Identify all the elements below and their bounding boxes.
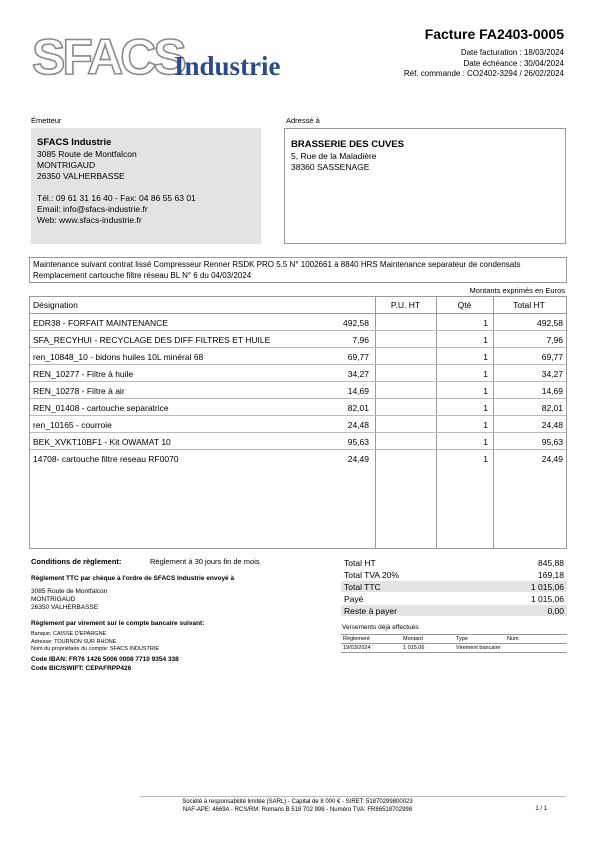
payment-date: 19/03/2024	[343, 645, 371, 651]
issuer-address-line: MONTRIGAUD	[37, 160, 96, 170]
payments-table	[341, 634, 567, 653]
payment-type: Virement bancaire	[456, 645, 501, 651]
table-row	[30, 433, 566, 450]
total-value: 1 015,06	[530, 581, 564, 592]
bic-code: Code BIC/SWIFT: CEPAFRPP426	[31, 664, 132, 672]
cell-total: 95,63	[541, 437, 563, 447]
issuer-address-line: 26350 VALHERBASSE	[37, 171, 125, 181]
cell-total: 34,27	[541, 369, 563, 379]
payment-row	[341, 644, 567, 653]
billing-date: Date facturation : 18/03/2024	[460, 48, 564, 57]
totals-block	[341, 557, 567, 617]
cell-unit-price: 492,58	[343, 318, 369, 328]
recipient-address-line: 38360 SASSENAGE	[291, 162, 370, 172]
header-unit-price: P.U. HT	[390, 300, 421, 310]
total-value: 1 015,06	[530, 593, 564, 604]
company-logo	[30, 30, 290, 85]
invoice-description: Maintenance suivant contrat lissé Compresseur Renner RSDK PRO 5.5 N° 1002661 à 8840 HRS Maintenance separateur de condensats Remplacement cartouche filtre réseau BL N° 6 du 04/03/2024	[29, 257, 567, 283]
payment-terms-label: Conditions de règlement:	[31, 557, 122, 566]
cell-total: 7,96	[546, 335, 563, 345]
header-designation: Désignation	[33, 300, 78, 310]
table-row	[30, 314, 566, 331]
cell-unit-price: 69,77	[347, 352, 369, 362]
recipient-name: BRASSERIE DES CUVES	[291, 139, 404, 150]
svg-text:Industrie: Industrie	[174, 51, 281, 81]
issuer-block	[31, 128, 261, 244]
footer-legal	[0, 798, 595, 814]
cell-unit-price: 24,49	[347, 454, 369, 464]
payments-header-num: Num	[507, 636, 519, 642]
issuer-name: SFACS Industrie	[37, 137, 112, 148]
cell-quantity: 1	[483, 352, 488, 362]
bank-codes	[31, 656, 179, 673]
cell-quantity: 1	[483, 369, 488, 379]
page-number: 1 / 1	[535, 806, 547, 812]
total-value: 0,00	[547, 605, 564, 616]
issuer-phone: Tél.: 09 61 31 16 40 - Fax: 04 86 55 63 01	[37, 193, 196, 203]
cell-total: 69,77	[541, 352, 563, 362]
issuer-label: Émetteur	[31, 116, 62, 125]
footer-line: Société à responsabilité limitée (SARL) - Capital de 8 000 € - SIRET: 51870299800023	[182, 799, 413, 805]
cell-unit-price: 7,96	[352, 335, 369, 345]
recipient-address-line: 5, Rue de la Maladière	[291, 151, 377, 161]
cell-designation: REN_10278 - Filtre à air	[33, 386, 125, 396]
payments-header-settlement: Règlement	[343, 636, 370, 642]
payment-terms-value: Règlement à 30 jours fin de mois	[150, 557, 260, 566]
transfer-instructions-title: Règlement par virement sur le compte bancaire suivant:	[31, 620, 205, 627]
total-label: Total HT	[344, 557, 376, 568]
total-value: 169,18	[538, 569, 564, 580]
cell-designation: ren_10848_10 - bidons huiles 10L minéral 68	[33, 352, 204, 362]
total-row	[341, 569, 567, 581]
total-row	[341, 605, 567, 617]
account-holder: Nom du propriétaire du compte: SFACS INDUSTRIE	[31, 646, 160, 652]
cheque-instructions-title: Règlement TTC par chèque à l'ordre de SFACS Industrie envoyé à	[31, 575, 235, 582]
recipient-block	[284, 128, 566, 244]
cell-quantity: 1	[483, 403, 488, 413]
invoice-lines-table	[29, 296, 567, 549]
invoice-title: Facture FA2403-0005	[424, 26, 564, 42]
cheque-address-line: MONTRIGAUD	[31, 596, 76, 603]
svg-text:SFACS: SFACS	[32, 30, 184, 85]
cell-unit-price: 24,48	[347, 420, 369, 430]
cell-designation: SFA_RECYHUI - RECYCLAGE DES DIFF FILTRES ET HUILE	[33, 335, 271, 345]
total-label: Total TVA 20%	[344, 569, 399, 580]
bank-address: Adresse: TOURNON SUR RHONE	[31, 638, 117, 645]
footer-divider	[140, 796, 566, 797]
cell-designation: REN_10277 - Filtre à huile	[33, 369, 134, 379]
payments-header	[341, 635, 567, 644]
payment-amount: 1 015,06	[403, 645, 425, 651]
total-value: 845,88	[538, 557, 564, 568]
cell-total: 82,01	[541, 403, 563, 413]
total-label: Total TTC	[344, 581, 381, 592]
cell-quantity: 1	[483, 437, 488, 447]
bank-name: Banque: CAISSE D'EPARGNE	[31, 631, 107, 637]
iban-code: Code IBAN: FR76 1426 5006 0008 7710 9354 338	[31, 656, 179, 663]
cell-designation: 14708- cartouche filtre reseau RF0070	[33, 454, 179, 464]
cell-unit-price: 95,63	[347, 437, 369, 447]
cell-unit-price: 34,27	[347, 369, 369, 379]
total-row	[341, 593, 567, 605]
cell-designation: ren_10165 - courroie	[33, 420, 112, 430]
issuer-email: Email: info@sfacs-industrie.fr	[37, 204, 148, 214]
cell-quantity: 1	[483, 318, 488, 328]
cell-designation: BEK_XVKT10BF1 - Kit OWAMAT 10	[33, 437, 171, 447]
bank-details	[31, 631, 159, 654]
table-row	[30, 450, 566, 467]
table-row	[30, 365, 566, 382]
payments-header-type: Type	[456, 636, 468, 642]
header-total: Total HT	[513, 300, 545, 310]
header-quantity: Qté	[457, 300, 472, 310]
cheque-address-line: 26350 VALHERBASSE	[31, 604, 99, 611]
total-row	[341, 557, 567, 569]
issuer-address-line: 3085 Route de Montfalcon	[37, 149, 137, 159]
total-row	[341, 581, 567, 593]
cell-total: 24,49	[541, 454, 563, 464]
cell-unit-price: 82,01	[347, 403, 369, 413]
cell-quantity: 1	[483, 335, 488, 345]
cell-unit-price: 14,69	[347, 386, 369, 396]
invoice-meta	[404, 48, 564, 80]
cell-total: 24,48	[541, 420, 563, 430]
table-row	[30, 348, 566, 365]
due-date: Date échéance : 30/04/2024	[463, 58, 564, 68]
cell-total: 492,58	[537, 318, 563, 328]
cell-quantity: 1	[483, 454, 488, 464]
total-label: Reste à payer	[344, 605, 397, 616]
recipient-label: Adressé à	[286, 116, 320, 125]
table-row	[30, 399, 566, 416]
cell-quantity: 1	[483, 420, 488, 430]
issuer-website: Web: www.sfacs-industrie.fr	[37, 215, 142, 225]
table-row	[30, 382, 566, 399]
total-label: Payé	[344, 593, 364, 604]
cheque-address	[31, 588, 107, 612]
table-row	[30, 331, 566, 348]
table-row	[30, 416, 566, 433]
cell-total: 14,69	[541, 386, 563, 396]
payments-title: Versements déjà effectués	[342, 624, 419, 631]
order-reference: Réf. commande : CO2402-3294 / 26/02/2024	[403, 69, 564, 78]
table-header	[30, 297, 566, 314]
payments-header-amount: Montant	[403, 636, 423, 642]
cell-quantity: 1	[483, 386, 488, 396]
cell-designation: REN_01408 - cartouche separatrice	[33, 403, 169, 413]
footer-line: NAF-APE: 4669A - RCS/RM: Romans B 518 702 998 - Numéro TVA: FR86518702998	[182, 807, 413, 813]
cheque-address-line: 3085 Route de Montfalcon	[31, 588, 108, 595]
cell-designation: EDR38 - FORFAIT MAINTENANCE	[33, 318, 168, 328]
currency-note: Montants exprimés en Euros	[469, 286, 565, 295]
